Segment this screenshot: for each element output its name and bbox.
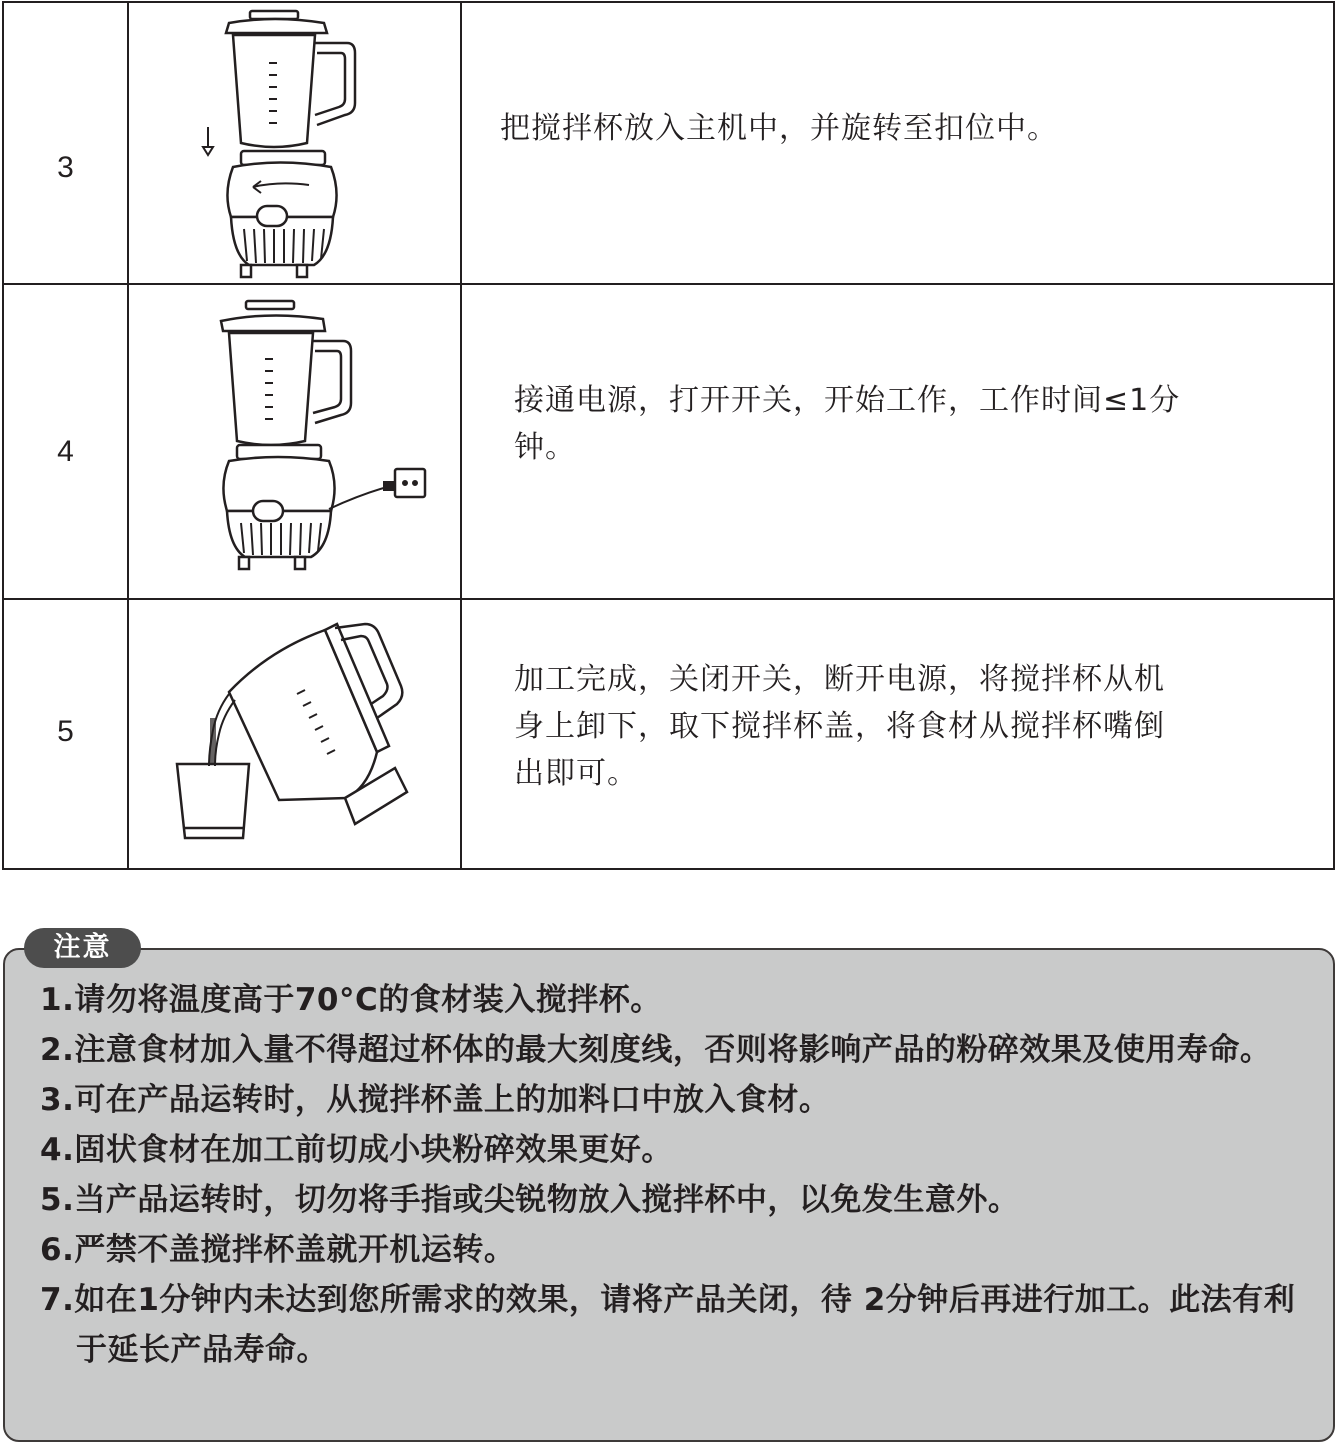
note-item: 5.当产品运转时，切勿将手指或尖锐物放入搅拌杯中，以免发生意外。 <box>40 1182 1020 1218</box>
steps-table <box>2 1 1335 870</box>
step-text: 把搅拌杯放入主机中，并旋转至扣位中。 <box>500 111 1058 146</box>
note-item: 2.注意食材加入量不得超过杯体的最大刻度线，否则将影响产品的粉碎效果及使用寿命。 <box>40 1032 1272 1068</box>
step-number: 3 <box>57 151 74 184</box>
blender-insert-cup-icon <box>129 3 460 285</box>
note-item: 1.请勿将温度高于70°C的食材装入搅拌杯。 <box>40 982 662 1018</box>
step-text: 加工完成，关闭开关，断开电源，将搅拌杯从机 身上卸下，取下搅拌杯盖，将食材从搅拌杯嘴倒 出即可。 <box>514 662 1165 791</box>
note-item: 6.严禁不盖搅拌杯盖就开机运转。 <box>40 1232 516 1268</box>
notes-title: 注意 <box>24 928 141 968</box>
note-item: 7.如在1分钟内未达到您所需求的效果，请将产品关闭，待 2分钟后再进行加工。此法有利于延长产品寿命。 <box>40 1282 1296 1368</box>
step-row-5 <box>4 600 1333 870</box>
step-number: 4 <box>57 435 74 468</box>
notes-list <box>40 975 1310 1375</box>
blender-plugged-in-icon <box>129 285 460 598</box>
step-number: 5 <box>57 715 74 748</box>
step-row-3 <box>4 3 1333 285</box>
note-item: 3.可在产品运转时，从搅拌杯盖上的加料口中放入食材。 <box>40 1082 831 1118</box>
note-item: 4.固状食材在加工前切成小块粉碎效果更好。 <box>40 1132 673 1168</box>
step-row-4 <box>4 285 1333 600</box>
step-text: 接通电源，打开开关，开始工作，工作时间≤1分 钟。 <box>514 383 1181 465</box>
pour-cup-icon <box>129 600 460 868</box>
